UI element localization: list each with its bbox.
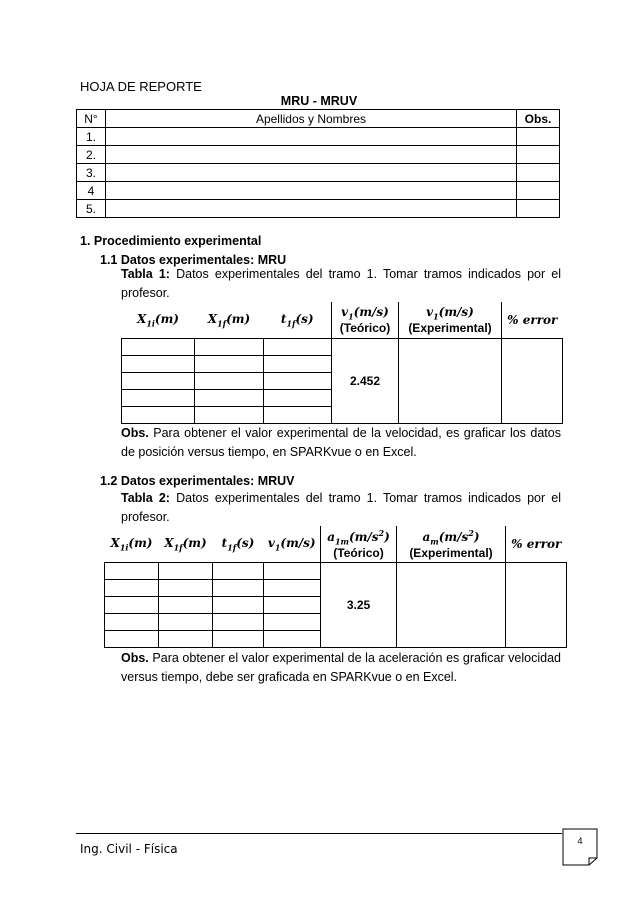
data-cell[interactable] [159,613,213,630]
obs-cell[interactable] [517,146,560,164]
header-x1f: $X_{1f}(m)$ [207,311,251,328]
row-number: 3. [77,164,106,182]
data-cell[interactable] [213,613,264,630]
data-cell[interactable] [264,389,332,406]
data-cell[interactable] [122,372,195,389]
obs-text: Para obtener el valor experimental de la aceleración es graficar velocidad versus tiempo, debe ser graficada en SPARKvue o en Excel. [121,651,561,684]
members-table [76,109,560,218]
table-row [77,182,560,200]
data-cell[interactable] [264,372,332,389]
obs-text: Para obtener el valor experimental de la velocidad, es graficar los datos de posición versus tiempo, en SPARKvue o en Excel. [121,426,561,459]
experimental-value-cell[interactable] [397,562,506,647]
table1-mru [121,302,563,424]
data-cell[interactable] [264,596,321,613]
page-number-box [562,828,598,866]
theoretical-label: (Teórico) [333,545,384,560]
table-row [77,146,560,164]
row-number: 5. [77,200,106,218]
folded-page-icon [562,828,598,866]
experimental-value-cell[interactable] [399,338,502,423]
name-cell[interactable] [105,164,516,182]
data-cell[interactable] [264,613,321,630]
subsection-title-mru: 1.1 Datos experimentales: MRU [100,253,287,267]
data-cell[interactable] [122,338,195,355]
header-v1: $v_1(m/s)$ [267,535,316,552]
header-x1i: $X_{1i}(m)$ [110,535,153,552]
section-title: 1. Procedimiento experimental [80,234,262,248]
header-v1-experimental: $v_1(m/s)$ (Experimental) [399,302,502,338]
data-cell[interactable] [213,596,264,613]
data-cell[interactable] [195,389,264,406]
page-subtitle: MRU - MRUV [280,94,358,108]
obs-label: Obs. [121,651,149,665]
obs-cell[interactable] [517,164,560,182]
name-cell[interactable] [105,128,516,146]
row-number: 2. [77,146,106,164]
obs-cell[interactable] [517,200,560,218]
data-cell[interactable] [213,630,264,647]
name-cell[interactable] [105,200,516,218]
column-header-number: N° [77,110,106,128]
data-cell[interactable] [195,338,264,355]
table2-obs [121,649,561,687]
column-header-obs: Obs. [517,110,560,128]
table1-caption-text: Datos experimentales del tramo 1. Tomar tramos indicados por el profesor. [121,267,561,300]
table-header-row [77,110,560,128]
header-x1i: $X_{1i}(m)$ [137,311,179,328]
data-cell[interactable] [264,579,321,596]
header-v1-theoretical: $v_1(m/s)$ (Teórico) [332,302,399,338]
name-cell[interactable] [105,182,516,200]
name-cell[interactable] [105,146,516,164]
row-number: 1. [77,128,106,146]
table1-label: Tabla 1: [121,267,170,281]
data-cell[interactable] [159,630,213,647]
table-row [77,164,560,182]
data-cell[interactable] [213,562,264,579]
page-number: 4 [577,836,583,846]
theoretical-value: 2.452 [332,338,399,423]
report-title: HOJA DE REPORTE [80,79,202,94]
data-cell[interactable] [213,579,264,596]
data-cell[interactable] [105,596,159,613]
obs-cell[interactable] [517,128,560,146]
table1-obs [121,424,561,462]
table-header-row [105,526,567,562]
obs-label: Obs. [121,426,149,440]
header-t1f: $t_{1f}(s)$ [221,535,255,552]
header-t1f: $t_{1f}(s)$ [280,311,314,328]
footer-divider [76,833,562,834]
data-cell[interactable] [122,355,195,372]
header-error: % error [511,536,562,551]
data-cell[interactable] [105,562,159,579]
data-cell[interactable] [195,406,264,423]
data-cell[interactable] [105,579,159,596]
data-cell[interactable] [264,630,321,647]
footer-text: Ing. Civil - Física [80,842,178,856]
header-x1f: $X_{1f}(m)$ [164,535,207,552]
error-cell[interactable] [502,338,563,423]
data-cell[interactable] [195,355,264,372]
data-cell[interactable] [159,579,213,596]
obs-cell[interactable] [517,182,560,200]
table2-label: Tabla 2: [121,491,170,505]
data-cell[interactable] [159,562,213,579]
data-cell[interactable] [264,562,321,579]
table2-mruv [104,526,567,648]
data-cell[interactable] [122,389,195,406]
error-cell[interactable] [506,562,567,647]
subsection-title-mruv: 1.2 Datos experimentales: MRUV [100,474,295,488]
table-row [77,128,560,146]
theoretical-label: (Teórico) [339,320,391,335]
table2-caption [121,489,561,527]
column-header-names: Apellidos y Nombres [105,110,516,128]
data-cell[interactable] [159,596,213,613]
data-cell[interactable] [264,355,332,372]
theoretical-value: 3.25 [321,562,397,647]
data-cell[interactable] [264,338,332,355]
row-number: 4 [77,182,106,200]
table1-caption [121,265,561,303]
data-cell[interactable] [105,613,159,630]
header-am-experimental: $a_m(m/s^2)$ (Experimental) [397,526,506,562]
table2-caption-text: Datos experimentales del tramo 1. Tomar tramos indicados por el profesor. [121,491,561,524]
table-row [105,562,567,579]
table-header-row [122,302,563,338]
data-cell[interactable] [264,406,332,423]
experimental-label: (Experimental) [408,320,492,335]
experimental-label: (Experimental) [409,545,493,560]
table-row [122,338,563,355]
data-cell[interactable] [105,630,159,647]
header-error: % error [507,312,558,327]
data-cell[interactable] [195,372,264,389]
data-cell[interactable] [122,406,195,423]
header-a1m-theoretical: $a_{1m}(m/s^2)$ (Teórico) [321,526,397,562]
table-row [77,200,560,218]
